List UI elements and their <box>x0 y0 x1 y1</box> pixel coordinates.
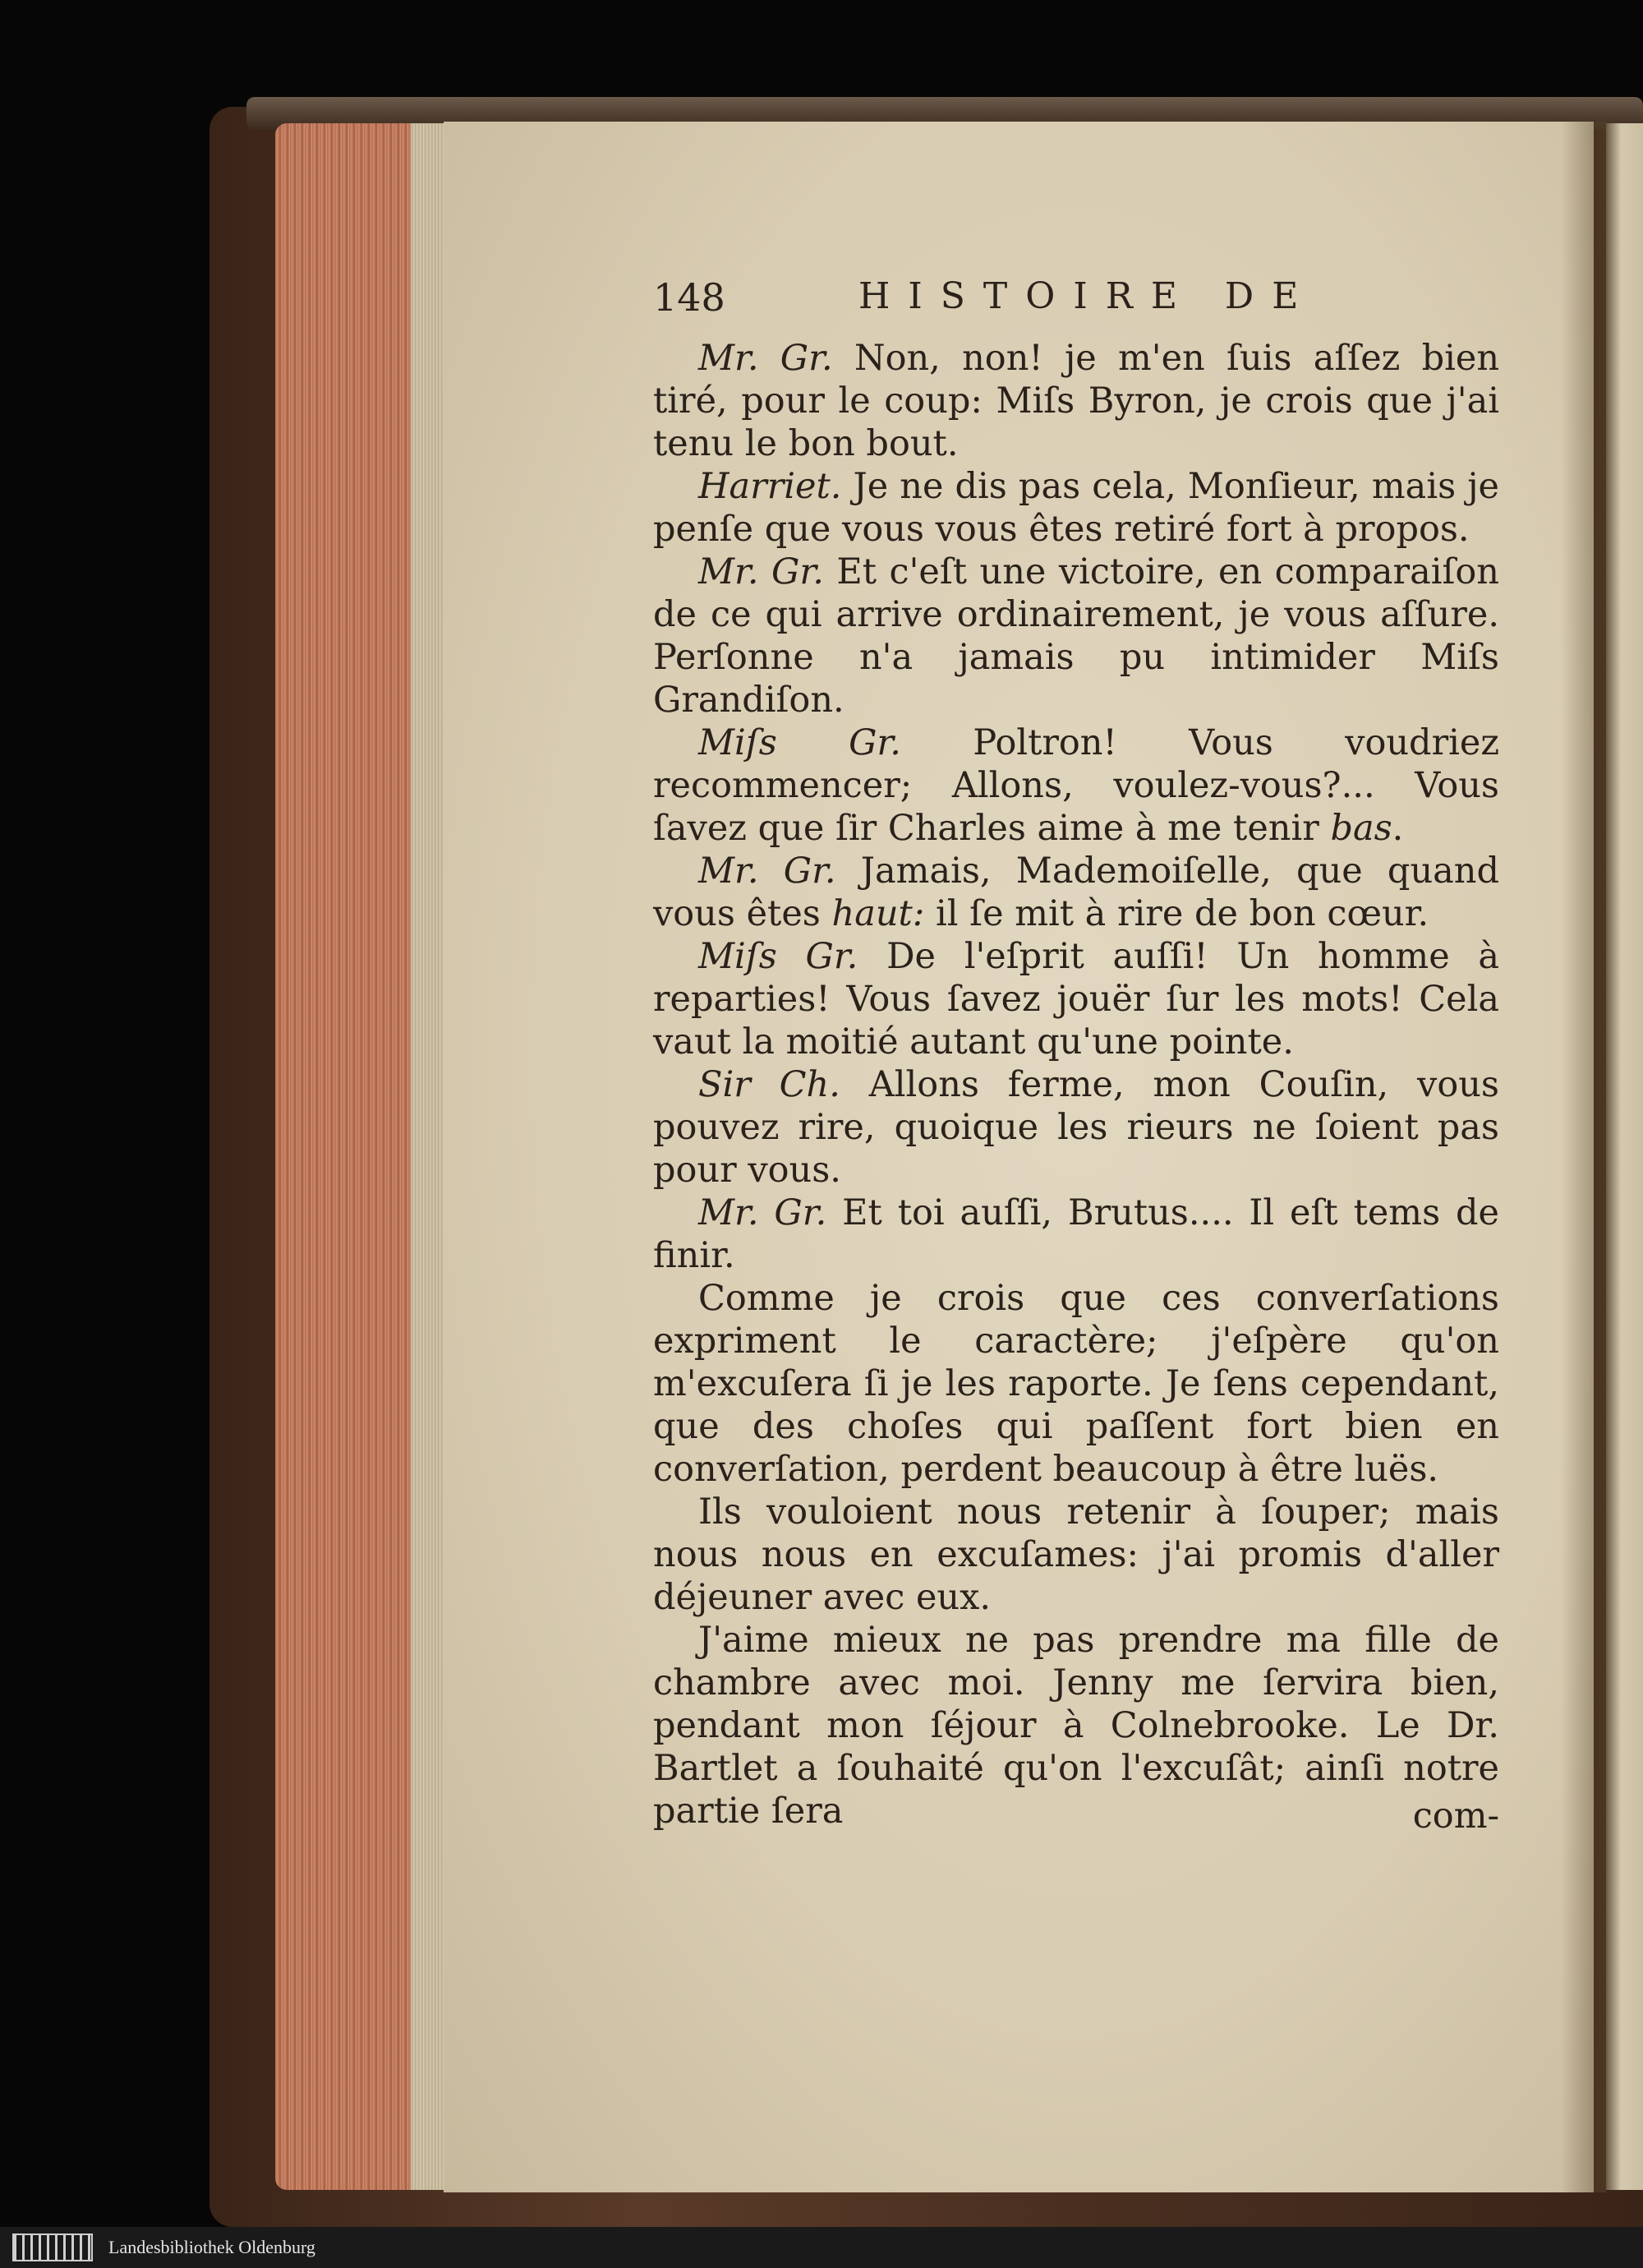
paragraph: Sir Ch. Allons ferme, mon Couſin, vous pouvez rire, quoique les rieurs ne ſoient pas pour vous. <box>653 1064 1499 1191</box>
running-title: HISTOIRE DE <box>858 275 1317 317</box>
speaker: Sir Ch. <box>698 1064 840 1105</box>
paragraph: Ils vouloient nous retenir à ſouper; mais nous nous en excuſames: j'ai promis d'aller déjeuner avec eux. <box>653 1491 1499 1618</box>
paragraph: Miſs Gr. De l'eſprit auſſi! Un homme à reparties! Vous ſavez jouër ſur les mots! Cela vaut la moitié autant qu'une pointe. <box>653 936 1500 1063</box>
library-name[interactable]: Landesbibliothek Oldenburg <box>108 2237 315 2257</box>
emphasis: bas <box>1330 808 1392 849</box>
speaker: Mr. Gr. <box>698 850 836 892</box>
paragraph: Mr. Gr. Jamais, Mademoiſelle, que quand vous êtes haut: il ſe mit à rire de bon cœur. <box>653 850 1499 934</box>
page-body <box>653 337 1499 1832</box>
page-header <box>653 275 1499 333</box>
library-building-icon[interactable] <box>12 2233 93 2261</box>
speaker: Miſs Gr. <box>698 722 901 763</box>
facing-page-edge <box>1606 123 1643 2190</box>
paragraph: Mr. Gr. Non, non! je m'en ſuis aſſez bien tiré, pour le coup: Miſs Byron, je crois que j'ai tenu le bon bout. <box>653 338 1500 464</box>
page-gutter <box>1561 122 1606 2192</box>
paragraph: Mr. Gr. Et toi auſſi, Brutus.... Il eſt tems de finir. <box>653 1192 1499 1276</box>
emphasis: haut: <box>831 893 925 934</box>
speaker: Miſs Gr. <box>698 936 858 977</box>
footer-bar <box>0 2227 1643 2268</box>
page-stack <box>411 123 448 2190</box>
paragraph: Harriet. Je ne dis pas cela, Monſieur, mais je penſe que vous vous êtes retiré fort à propos. <box>653 466 1499 550</box>
page-number: 148 <box>653 275 725 320</box>
speaker: Mr. Gr. <box>698 1192 827 1233</box>
speaker: Mr. Gr. <box>698 551 824 592</box>
speaker: Harriet. <box>698 466 842 507</box>
paragraph: J'aime mieux ne pas prendre ma fille de chambre avec moi. Jenny me ſervira bien, pendant mon ſéjour à Colnebrooke. Le Dr. Bartlet a ſouhaité qu'on l'excuſât; ainſi notre partie ſera <box>653 1620 1499 1832</box>
paragraph: Comme je crois que ces converſations expriment le caractère; j'eſpère qu'on m'excuſera ſi je les raporte. Je ſens cependant, que des choſes qui paſſent fort bien en converſation, perdent beaucoup à être luës. <box>653 1278 1499 1490</box>
catchword: com- <box>1412 1796 1499 1837</box>
speaker: Mr. Gr. <box>698 338 833 379</box>
paragraph: Mr. Gr. Et c'eſt une victoire, en comparaiſon de ce qui arrive ordinairement, je vous aſſure. Perſonne n'a jamais pu intimider Miſs Grandiſon. <box>653 551 1499 721</box>
paragraph: Miſs Gr. Poltron! Vous voudriez recommencer; Allons, voulez-vous?... Vous ſavez que ſir Charles aime à me tenir bas. <box>653 722 1499 849</box>
